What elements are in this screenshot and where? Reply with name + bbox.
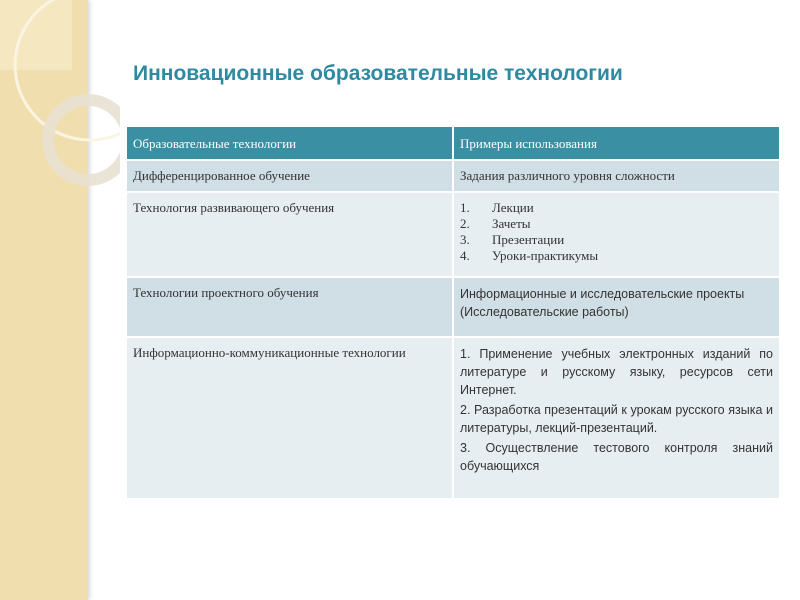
- table-row: [126, 160, 780, 192]
- example-item: 3. Осуществление тестового контроля знаний обучающихся: [460, 441, 773, 473]
- list-item: [460, 200, 773, 216]
- tech-cell: Технология развивающего обучения: [126, 192, 453, 277]
- example-list: [460, 200, 773, 264]
- list-number: 4.: [460, 248, 470, 263]
- example-cell: Информационные и исследовательские проекты (Исследовательские работы): [453, 277, 780, 337]
- example-cell: [453, 192, 780, 277]
- list-text: Лекции: [492, 200, 534, 215]
- list-item: [460, 232, 773, 248]
- table-row: [126, 192, 780, 277]
- list-item: [460, 248, 773, 264]
- technologies-table: [125, 125, 781, 500]
- page-title: Инновационные образовательные технологии: [133, 62, 623, 85]
- table-row: [126, 277, 780, 337]
- tech-cell: Информационно-коммуникационные технологии: [126, 337, 453, 499]
- column-header: Образовательные технологии: [126, 126, 453, 160]
- example-cell: [453, 337, 780, 499]
- example-item: 1. Применение учебных электронных изданий по литературе и русскому языку, ресурсов сети Интернет.: [460, 347, 773, 397]
- list-item: [460, 216, 773, 232]
- decorative-circles: [0, 0, 120, 300]
- list-number: 2.: [460, 216, 470, 231]
- column-header: Примеры использования: [453, 126, 780, 160]
- list-text: Уроки-практикумы: [492, 248, 599, 263]
- table-row: [126, 337, 780, 499]
- list-text: Зачеты: [492, 216, 531, 231]
- tech-cell: Дифференцированное обучение: [126, 160, 453, 192]
- example-item: 2. Разработка презентаций к урокам русского языка и литературы, лекций-презентаций.: [460, 403, 773, 435]
- list-number: 1.: [460, 200, 470, 215]
- example-cell: Задания различного уровня сложности: [453, 160, 780, 192]
- table-header-row: [126, 126, 780, 160]
- list-number: 3.: [460, 232, 470, 247]
- tech-cell: Технологии проектного обучения: [126, 277, 453, 337]
- list-text: Презентации: [492, 232, 565, 247]
